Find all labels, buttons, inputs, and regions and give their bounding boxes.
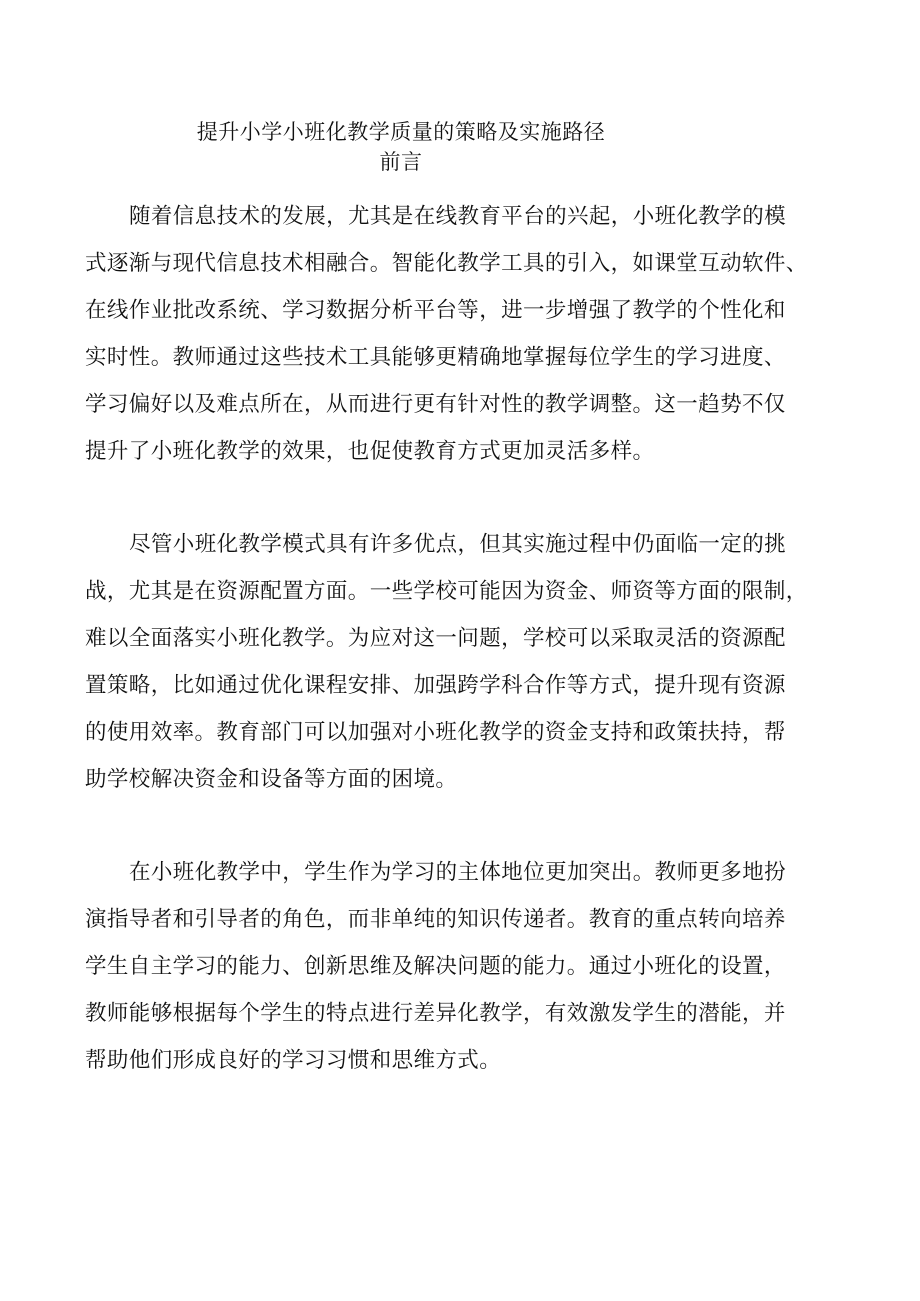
paragraph-line: 在小班化教学中，学生作为学习的主体地位更加突出。教师更多地扮	[129, 860, 787, 885]
paragraph-line: 置策略，比如通过优化课程安排、加强跨学科合作等方式，提升现有资源	[85, 673, 786, 698]
paragraph-line: 的使用效率。教育部门可以加强对小班化教学的资金支持和政策扶持，帮	[85, 720, 786, 745]
paragraph-line: 式逐渐与现代信息技术相融合。智能化教学工具的引入，如课堂互动软件、	[85, 251, 808, 276]
paragraph-line: 学生自主学习的能力、创新思维及解决问题的能力。通过小班化的设置，	[85, 954, 786, 979]
paragraph-2	[85, 521, 845, 803]
paragraph-line: 提升了小班化教学的效果，也促使教育方式更加灵活多样。	[85, 439, 655, 464]
paragraph-line: 演指导者和引导者的角色，而非单纯的知识传递者。教育的重点转向培养	[85, 907, 786, 932]
paragraph-line: 尽管小班化教学模式具有许多优点，但其实施过程中仍面临一定的挑	[129, 532, 787, 557]
paragraph-line: 帮助他们形成良好的学习习惯和思维方式。	[85, 1048, 502, 1073]
document-title: 提升小学小班化教学质量的策略及实施路径	[196, 120, 606, 144]
paragraph-line: 难以全面落实小班化教学。为应对这一问题，学校可以采取灵活的资源配	[85, 626, 786, 651]
paragraph-line: 学习偏好以及难点所在，从而进行更有针对性的教学调整。这一趋势不仅	[85, 392, 786, 417]
paragraph-line: 助学校解决资金和设备等方面的困境。	[85, 767, 458, 792]
section-heading: 前言	[379, 150, 423, 174]
paragraph-line: 战，尤其是在资源配置方面。一些学校可能因为资金、师资等方面的限制，	[85, 579, 808, 604]
paragraph-line: 实时性。教师通过这些技术工具能够更精确地掌握每位学生的学习进度、	[85, 345, 786, 370]
paragraph-line: 教师能够根据每个学生的特点进行差异化教学，有效激发学生的潜能，并	[85, 1001, 786, 1026]
paragraph-line: 在线作业批改系统、学习数据分析平台等，进一步增强了教学的个性化和	[85, 298, 786, 323]
paragraph-3	[85, 849, 845, 1084]
paragraph-1	[85, 193, 845, 475]
paragraph-line: 随着信息技术的发展，尤其是在线教育平台的兴起，小班化教学的模	[129, 204, 787, 229]
